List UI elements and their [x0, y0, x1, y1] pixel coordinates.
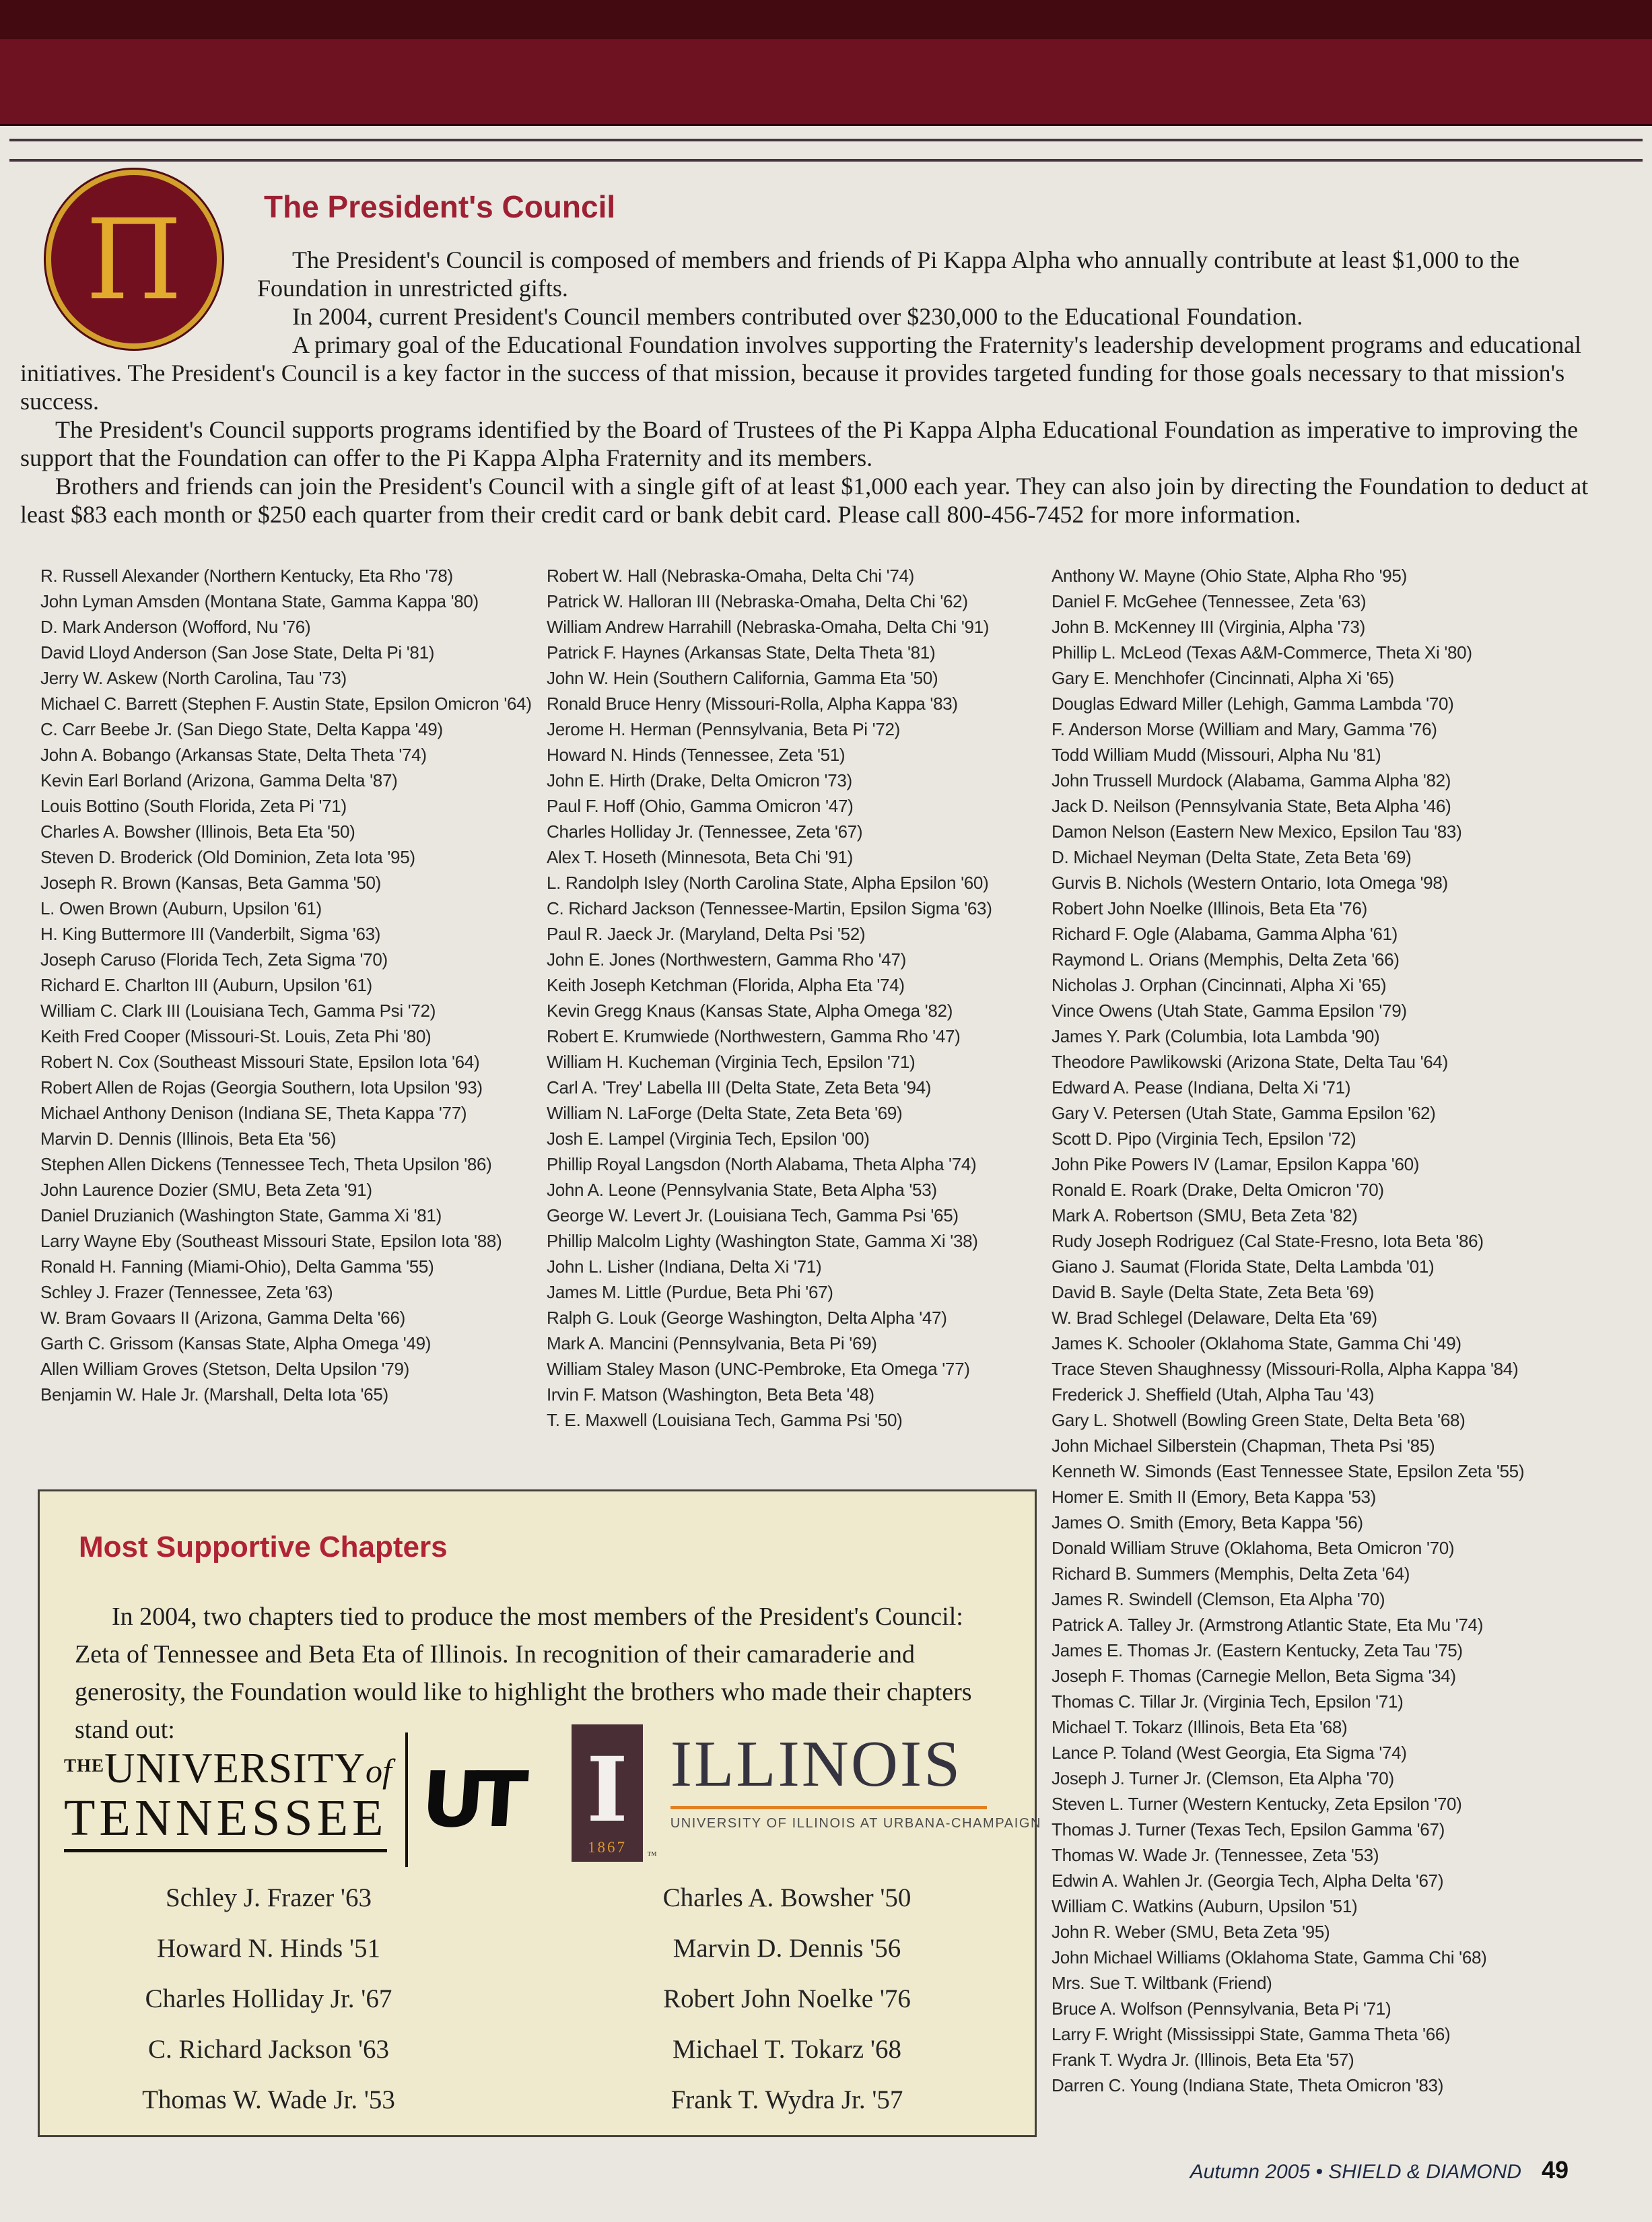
members-column-2	[547, 563, 1045, 1433]
member-entry: Thomas W. Wade Jr. (Tennessee, Zeta '53)	[1052, 1845, 1379, 1865]
intro-paragraph: Brothers and friends can join the President's Council with a single gift of at least $1,000 each year. They can also join by directing the Foundation to deduct at least $83 each month or $250 each quarter from their credit card or bank debit card. Please call 800-456-7452 for more information.	[20, 473, 1589, 528]
member-entry: Keith Fred Cooper (Missouri-St. Louis, Zeta Phi '80)	[40, 1026, 432, 1046]
member-entry: Jerome H. Herman (Pennsylvania, Beta Pi '72)	[547, 719, 900, 739]
tennessee-logo-divider	[405, 1732, 408, 1867]
page-footer	[1190, 2156, 1569, 2184]
pi-icon: Π	[85, 195, 182, 325]
member-entry: Frederick J. Sheffield (Utah, Alpha Tau '43)	[1052, 1384, 1375, 1405]
member-entry: William Staley Mason (UNC-Pembroke, Eta Omega '77)	[547, 1359, 970, 1379]
member-entry: Richard E. Charlton III (Auburn, Upsilon '61)	[40, 975, 372, 995]
member-entry: Patrick A. Talley Jr. (Armstrong Atlantic State, Eta Mu '74)	[1052, 1615, 1484, 1635]
member-entry: Garth C. Grissom (Kansas State, Alpha Omega '49)	[40, 1333, 432, 1353]
member-entry: James E. Thomas Jr. (Eastern Kentucky, Zeta Tau '75)	[1052, 1640, 1463, 1660]
member-entry: Joseph J. Turner Jr. (Clemson, Eta Alpha '70)	[1052, 1768, 1394, 1788]
illinois-orange-rule	[670, 1806, 987, 1809]
member-entry: Jerry W. Askew (North Carolina, Tau '73)	[40, 668, 347, 688]
most-supportive-chapters-box	[38, 1489, 1042, 2137]
member-entry: Keith Joseph Ketchman (Florida, Alpha Eta '74)	[547, 975, 905, 995]
badge-text-wrap-spacer	[20, 246, 257, 347]
member-entry: Larry Wayne Eby (Southeast Missouri State, Epsilon Iota '88)	[40, 1231, 502, 1251]
member-entry: Michael C. Barrett (Stephen F. Austin State, Epsilon Omicron '64)	[40, 694, 532, 714]
member-entry: Mark A. Robertson (SMU, Beta Zeta '82)	[1052, 1205, 1358, 1225]
member-entry: Lance P. Toland (West Georgia, Eta Sigma '74)	[1052, 1743, 1407, 1763]
member-entry: Raymond L. Orians (Memphis, Delta Zeta '66)	[1052, 949, 1400, 970]
member-entry: Josh E. Lampel (Virginia Tech, Epsilon '00)	[547, 1129, 870, 1149]
member-entry: Giano J. Saumat (Florida State, Delta Lambda '01)	[1052, 1256, 1435, 1277]
member-entry: Michael Anthony Denison (Indiana SE, Theta Kappa '77)	[40, 1103, 467, 1123]
honoree-name: Howard N. Hinds '51	[157, 1934, 380, 1963]
member-entry: David Lloyd Anderson (San Jose State, Delta Pi '81)	[40, 642, 435, 663]
honoree-name: Robert John Noelke '76	[663, 1984, 911, 2013]
member-entry: Ralph G. Louk (George Washington, Delta Alpha '47)	[547, 1308, 947, 1328]
member-entry: Jack D. Neilson (Pennsylvania State, Beta Alpha '46)	[1052, 796, 1451, 816]
member-entry: David B. Sayle (Delta State, Zeta Beta '69)	[1052, 1282, 1375, 1302]
member-entry: George W. Levert Jr. (Louisiana Tech, Gamma Psi '65)	[547, 1205, 959, 1225]
honoree-name: Charles A. Bowsher '50	[662, 1883, 911, 1912]
member-entry: Alex T. Hoseth (Minnesota, Beta Chi '91)	[547, 847, 853, 867]
members-column-1	[40, 563, 540, 1407]
member-entry: James M. Little (Purdue, Beta Phi '67)	[547, 1282, 833, 1302]
member-entry: R. Russell Alexander (Northern Kentucky, Eta Rho '78)	[40, 566, 453, 586]
member-entry: John E. Hirth (Drake, Delta Omicron '73)	[547, 770, 852, 790]
member-entry: T. E. Maxwell (Louisiana Tech, Gamma Psi '50)	[547, 1410, 903, 1430]
member-entry: James Y. Park (Columbia, Iota Lambda '90)	[1052, 1026, 1380, 1046]
member-entry: Trace Steven Shaughnessy (Missouri-Rolla, Alpha Kappa '84)	[1052, 1359, 1519, 1379]
member-entry: Darren C. Young (Indiana State, Theta Omicron '83)	[1052, 2075, 1444, 2095]
illinois-year-label: 1867	[588, 1839, 627, 1856]
member-entry: Richard B. Summers (Memphis, Delta Zeta '64)	[1052, 1563, 1410, 1584]
member-entry: Schley J. Frazer (Tennessee, Zeta '63)	[40, 1282, 333, 1302]
member-entry: William C. Clark III (Louisiana Tech, Gamma Psi '72)	[40, 1001, 436, 1021]
box-body-text: In 2004, two chapters tied to produce the most members of the President's Council: Zeta of Tennessee and Beta Eta of Illinois. In recognition of their camaraderie and generosity, the Foundation would like to highlight the brothers who made their chapters stand out:	[75, 1603, 972, 1744]
member-entry: Rudy Joseph Rodriguez (Cal State-Fresno, Iota Beta '86)	[1052, 1231, 1484, 1251]
box-title: Most Supportive Chapters	[79, 1530, 448, 1563]
member-entry: John Michael Silberstein (Chapman, Theta Psi '85)	[1052, 1436, 1435, 1456]
masthead-band-dark-strip	[0, 0, 1652, 39]
honoree-name: Thomas W. Wade Jr. '53	[142, 2085, 395, 2114]
member-entry: Robert Allen de Rojas (Georgia Southern, Iota Upsilon '93)	[40, 1077, 483, 1098]
member-entry: Edward A. Pease (Indiana, Delta Xi '71)	[1052, 1077, 1351, 1098]
member-entry: Louis Bottino (South Florida, Zeta Pi '71)	[40, 796, 347, 816]
member-entry: Thomas C. Tillar Jr. (Virginia Tech, Epsilon '71)	[1052, 1691, 1404, 1712]
member-entry: Ronald H. Fanning (Miami-Ohio), Delta Gamma '55)	[40, 1256, 434, 1277]
member-entry: Damon Nelson (Eastern New Mexico, Epsilon Tau '83)	[1052, 821, 1462, 842]
illinois-honorees-list	[585, 1885, 989, 2138]
member-entry: Michael T. Tokarz (Illinois, Beta Eta '68)	[1052, 1717, 1348, 1737]
member-entry: Gary E. Menchhofer (Cincinnati, Alpha Xi '65)	[1052, 668, 1394, 688]
member-entry: Bruce A. Wolfson (Pennsylvania, Beta Pi '71)	[1052, 1998, 1391, 2019]
member-entry: John W. Hein (Southern California, Gamma Eta '50)	[547, 668, 938, 688]
honoree-name: Michael T. Tokarz '68	[672, 2035, 902, 2064]
member-entry: Daniel F. McGehee (Tennessee, Zeta '63)	[1052, 591, 1367, 611]
tennessee-university-label: UNIVERSITY	[104, 1745, 366, 1792]
tennessee-of-label: of	[366, 1752, 392, 1790]
member-entry: Kevin Gregg Knaus (Kansas State, Alpha Omega '82)	[547, 1001, 953, 1021]
member-entry: Marvin D. Dennis (Illinois, Beta Eta '56)	[40, 1129, 337, 1149]
member-entry: John Trussell Murdock (Alabama, Gamma Alpha '82)	[1052, 770, 1451, 790]
masthead-band-edge	[0, 124, 1652, 126]
member-entry: Steven D. Broderick (Old Dominion, Zeta Iota '95)	[40, 847, 415, 867]
member-entry: John B. McKenney III (Virginia, Alpha '73)	[1052, 617, 1365, 637]
member-entry: William Andrew Harrahill (Nebraska-Omaha, Delta Chi '91)	[547, 617, 990, 637]
member-entry: Phillip L. McLeod (Texas A&M-Commerce, Theta Xi '80)	[1052, 642, 1472, 663]
member-entry: William N. LaForge (Delta State, Zeta Beta '69)	[547, 1103, 903, 1123]
page-number: 49	[1541, 2156, 1569, 2184]
member-entry: Scott D. Pipo (Virginia Tech, Epsilon '72)	[1052, 1129, 1356, 1149]
member-entry: Phillip Royal Langsdon (North Alabama, Theta Alpha '74)	[547, 1154, 977, 1174]
member-entry: Mrs. Sue T. Wiltbank (Friend)	[1052, 1973, 1272, 1993]
member-entry: Stephen Allen Dickens (Tennessee Tech, Theta Upsilon '86)	[40, 1154, 492, 1174]
member-entry: Joseph Caruso (Florida Tech, Zeta Sigma '70)	[40, 949, 388, 970]
member-entry: John A. Leone (Pennsylvania State, Beta Alpha '53)	[547, 1180, 937, 1200]
member-entry: L. Randolph Isley (North Carolina State, Alpha Epsilon '60)	[547, 873, 989, 893]
member-entry: Howard N. Hinds (Tennessee, Zeta '51)	[547, 745, 846, 765]
member-entry: Ronald E. Roark (Drake, Delta Omicron '70)	[1052, 1180, 1384, 1200]
member-entry: William H. Kucheman (Virginia Tech, Epsilon '71)	[547, 1052, 916, 1072]
member-entry: Douglas Edward Miller (Lehigh, Gamma Lambda '70)	[1052, 694, 1454, 714]
member-entry: Steven L. Turner (Western Kentucky, Zeta Epsilon '70)	[1052, 1794, 1462, 1814]
member-entry: Joseph R. Brown (Kansas, Beta Gamma '50)	[40, 873, 381, 893]
member-entry: Carl A. 'Trey' Labella III (Delta State, Zeta Beta '94)	[547, 1077, 932, 1098]
intro-paragraph: In 2004, current President's Council members contributed over $230,000 to the Educational Foundation.	[292, 303, 1303, 330]
member-entry: Frank T. Wydra Jr. (Illinois, Beta Eta '57)	[1052, 2050, 1354, 2070]
honoree-name: Charles Holliday Jr. '67	[145, 1984, 392, 2013]
university-of-tennessee-logo	[64, 1732, 527, 1867]
member-entry: Larry F. Wright (Mississippi State, Gamma Theta '66)	[1052, 2024, 1451, 2044]
member-entry: Irvin F. Matson (Washington, Beta Beta '48)	[547, 1384, 874, 1405]
member-entry: Gary L. Shotwell (Bowling Green State, Delta Beta '68)	[1052, 1410, 1466, 1430]
member-entry: Charles A. Bowsher (Illinois, Beta Eta '50)	[40, 821, 355, 842]
member-entry: Kevin Earl Borland (Arizona, Gamma Delta '87)	[40, 770, 398, 790]
intro-paragraphs	[20, 246, 1632, 529]
member-entry: Vince Owens (Utah State, Gamma Epsilon '79)	[1052, 1001, 1407, 1021]
member-entry: C. Richard Jackson (Tennessee-Martin, Epsilon Sigma '63)	[547, 898, 992, 918]
member-entry: John A. Bobango (Arkansas State, Delta Theta '74)	[40, 745, 427, 765]
member-entry: Paul F. Hoff (Ohio, Gamma Omicron '47)	[547, 796, 854, 816]
member-entry: Gary V. Petersen (Utah State, Gamma Epsilon '62)	[1052, 1103, 1436, 1123]
honoree-name: Marvin D. Dennis '56	[673, 1934, 901, 1963]
page-title: The President's Council	[264, 189, 616, 224]
member-entry: Daniel Druzianich (Washington State, Gamma Xi '81)	[40, 1205, 442, 1225]
member-entry: James O. Smith (Emory, Beta Kappa '56)	[1052, 1512, 1363, 1533]
member-entry: Donald William Struve (Oklahoma, Beta Omicron '70)	[1052, 1538, 1455, 1558]
member-entry: Robert John Noelke (Illinois, Beta Eta '76)	[1052, 898, 1367, 918]
member-entry: Richard F. Ogle (Alabama, Gamma Alpha '61)	[1052, 924, 1398, 944]
illinois-trademark-symbol: ™	[647, 1850, 657, 1861]
ut-monogram-icon: UT	[418, 1755, 520, 1845]
member-entry: Ronald Bruce Henry (Missouri-Rolla, Alpha Kappa '83)	[547, 694, 958, 714]
member-entry: John R. Weber (SMU, Beta Zeta '95)	[1052, 1922, 1330, 1942]
member-entry: John L. Lisher (Indiana, Delta Xi '71)	[547, 1256, 822, 1277]
intro-paragraph: The President's Council is composed of members and friends of Pi Kappa Alpha who annually contribute at least $1,000 to the Foundation in unrestricted gifts.	[257, 246, 1520, 302]
illinois-column-letter: I	[586, 1738, 628, 1842]
member-entry: Patrick W. Halloran III (Nebraska-Omaha, Delta Chi '62)	[547, 591, 968, 611]
tennessee-honorees-list	[67, 1885, 471, 2138]
masthead-band	[0, 0, 1652, 125]
member-entry: Robert W. Hall (Nebraska-Omaha, Delta Chi '74)	[547, 566, 915, 586]
member-entry: Joseph F. Thomas (Carnegie Mellon, Beta Sigma '34)	[1052, 1666, 1456, 1686]
member-entry: Benjamin W. Hale Jr. (Marshall, Delta Iota '65)	[40, 1384, 388, 1405]
member-entry: Thomas J. Turner (Texas Tech, Epsilon Gamma '67)	[1052, 1819, 1445, 1840]
member-entry: Phillip Malcolm Lighty (Washington State, Gamma Xi '38)	[547, 1231, 978, 1251]
footer-issue-label: Autumn 2005 • SHIELD & DIAMOND	[1190, 2161, 1521, 2183]
member-entry: Theodore Pawlikowski (Arizona State, Delta Tau '64)	[1052, 1052, 1448, 1072]
member-entry: Paul R. Jaeck Jr. (Maryland, Delta Psi '52)	[547, 924, 866, 944]
illinois-subtext-label: UNIVERSITY OF ILLINOIS AT URBANA-CHAMPAIGN	[670, 1816, 1042, 1831]
member-entry: Todd William Mudd (Missouri, Alpha Nu '81)	[1052, 745, 1381, 765]
member-entry: H. King Buttermore III (Vanderbilt, Sigma '63)	[40, 924, 381, 944]
honoree-name: Frank T. Wydra Jr. '57	[670, 2085, 903, 2114]
member-entry: D. Michael Neyman (Delta State, Zeta Beta '69)	[1052, 847, 1412, 867]
member-entry: Edwin A. Wahlen Jr. (Georgia Tech, Alpha Delta '67)	[1052, 1871, 1444, 1891]
tennessee-name-label: TENNESSEE	[64, 1792, 387, 1852]
member-entry: John E. Jones (Northwestern, Gamma Rho '47)	[547, 949, 906, 970]
member-entry: Mark A. Mancini (Pennsylvania, Beta Pi '69)	[547, 1333, 877, 1353]
members-column-3	[1052, 563, 1639, 2098]
member-entry: W. Bram Govaars II (Arizona, Gamma Delta '66)	[40, 1308, 405, 1328]
member-entry: Patrick F. Haynes (Arkansas State, Delta Theta '81)	[547, 642, 936, 663]
member-entry: Nicholas J. Orphan (Cincinnati, Alpha Xi '65)	[1052, 975, 1387, 995]
member-entry: Homer E. Smith II (Emory, Beta Kappa '53)	[1052, 1487, 1377, 1507]
member-entry: C. Carr Beebe Jr. (San Diego State, Delta Kappa '49)	[40, 719, 443, 739]
illinois-column-icon	[572, 1724, 643, 1862]
member-entry: Anthony W. Mayne (Ohio State, Alpha Rho '95)	[1052, 566, 1407, 586]
horizontal-rule-bottom	[9, 159, 1643, 162]
illinois-name-label: ILLINOIS	[670, 1728, 963, 1800]
tennessee-the-label: THE	[64, 1755, 105, 1776]
member-entry: John Lyman Amsden (Montana State, Gamma Kappa '80)	[40, 591, 479, 611]
tennessee-wordmark	[64, 1747, 392, 1852]
honoree-name: Schley J. Frazer '63	[166, 1883, 372, 1912]
member-entry: Kenneth W. Simonds (East Tennessee State, Epsilon Zeta '55)	[1052, 1461, 1525, 1481]
member-entry: James R. Swindell (Clemson, Eta Alpha '70)	[1052, 1589, 1385, 1609]
member-entry: L. Owen Brown (Auburn, Upsilon '61)	[40, 898, 322, 918]
member-entry: F. Anderson Morse (William and Mary, Gamma '76)	[1052, 719, 1437, 739]
member-entry: Robert E. Krumwiede (Northwestern, Gamma Rho '47)	[547, 1026, 961, 1046]
member-entry: John Michael Williams (Oklahoma State, Gamma Chi '68)	[1052, 1947, 1487, 1967]
member-entry: Gurvis B. Nichols (Western Ontario, Iota Omega '98)	[1052, 873, 1448, 893]
member-entry: D. Mark Anderson (Wofford, Nu '76)	[40, 617, 311, 637]
member-entry: Allen William Groves (Stetson, Delta Upsilon '79)	[40, 1359, 410, 1379]
university-of-illinois-logo	[572, 1724, 1041, 1862]
member-entry: John Pike Powers IV (Lamar, Epsilon Kappa '60)	[1052, 1154, 1420, 1174]
member-entry: Robert N. Cox (Southeast Missouri State, Epsilon Iota '64)	[40, 1052, 480, 1072]
intro-paragraph: A primary goal of the Educational Foundation involves supporting the Fraternity's leadership development programs and educational initiatives. The President's Council is a key factor in the success of that mission, because it provides targeted funding for those goals necessary to that mission's success.	[20, 331, 1582, 415]
honoree-name: C. Richard Jackson '63	[148, 2035, 389, 2064]
member-entry: James K. Schooler (Oklahoma State, Gamma Chi '49)	[1052, 1333, 1461, 1353]
illinois-wordmark	[670, 1724, 1041, 1831]
member-entry: John Laurence Dozier (SMU, Beta Zeta '91)	[40, 1180, 372, 1200]
member-entry: William C. Watkins (Auburn, Upsilon '51)	[1052, 1896, 1358, 1916]
intro-paragraph: The President's Council supports programs identified by the Board of Trustees of the Pi Kappa Alpha Educational Foundation as imperative to improving the support that the Foundation can offer to the Pi Kappa Alpha Fraternity and its members.	[20, 416, 1579, 471]
horizontal-rule-top	[9, 139, 1643, 141]
member-entry: W. Brad Schlegel (Delaware, Delta Eta '69)	[1052, 1308, 1377, 1328]
member-entry: Charles Holliday Jr. (Tennessee, Zeta '67)	[547, 821, 863, 842]
